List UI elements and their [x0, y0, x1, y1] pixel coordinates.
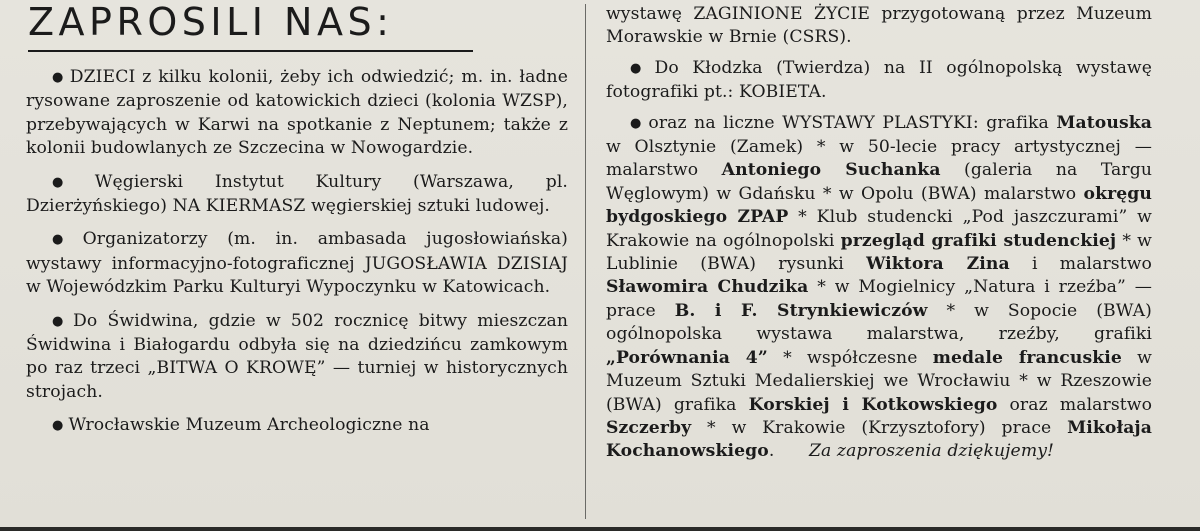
bullet-icon: ● [52, 418, 64, 434]
text-run: * w Sopocie (BWA) ogólnopolska wystawa malarstwa, rzeźby, grafiki [606, 300, 1152, 345]
text-run: Do Kłodzka (Twierdza) na II ogólnopolską wystawę fotografiki pt.: KOBIETA. [606, 57, 1153, 103]
text-run: oraz na liczne WYSTAWY PLASTYKI: grafika [648, 112, 1057, 133]
closing-thanks: Za zaproszenia dziękujemy! [808, 441, 1055, 462]
text-run: Szczerby [606, 417, 692, 438]
text-run: okręgu bydgoskiego ZPAP [606, 183, 1152, 228]
notice-paragraph [606, 3, 1152, 50]
text-run: „Porównania 4” [606, 347, 768, 368]
text-run: * w Mogielnicy „Natura i rzeźba” — prace [606, 277, 1153, 321]
notice-paragraph [26, 66, 568, 161]
text-run: Mikołaja Kochanowskiego [606, 417, 1152, 462]
text-run: Antoniego Suchanka [721, 160, 941, 181]
notice-paragraph [606, 57, 1152, 105]
text-run: Matouska [1056, 112, 1152, 133]
page-title: ZAPROSILI NAS: [28, 2, 473, 52]
text-run: Wiktora Zina [866, 254, 1010, 275]
bullet-icon: ● [52, 174, 90, 190]
text-run: (galeria na Targu Węglowym) w Gdańsku * w Opolu (BWA) malarstwo [606, 160, 1152, 204]
text-run: Organizatorzy (m. in. ambasada jugosłowiańska) wystawy informacyjno-fotograficznej JUGOSŁAWIA DZISIAJ w Wojewódzkim Parku Kulturyi Wypoczynku w Katowicach. [26, 229, 568, 298]
text-run: B. i F. Strynkiewiczów [674, 300, 928, 321]
text-run: * w Krakowie (Krzysztofory) prace [691, 417, 1068, 438]
notice-paragraph [26, 414, 568, 438]
text-run: i malarstwo [1009, 254, 1152, 275]
text-run: w Muzeum Sztuki Medalierskiej we Wrocławiu * w Rzeszowie (BWA) grafika [606, 347, 1152, 415]
text-run: * współczesne [767, 347, 933, 368]
text-run: w Olsztynie (Zamek) * w 50-lecie pracy artystycznej — malarstwo [606, 137, 1152, 181]
text-run: wystawę ZAGINIONE ŻYCIE przygotowaną przez Muzeum Morawskie w Brnie (CSRS). [606, 4, 1152, 48]
text-run: przegląd grafiki studenckiej [840, 230, 1117, 251]
text-run: DZIECI z kilku kolonii, żeby ich odwiedzić; m. in. ładne rysowane zaproszenie od katowickich dzieci (kolonia WZSP), przebywających w Karwi na spotkanie z Neptunem; także z kolonii budowlanych ze Szczecina w Nowogardzie. [26, 67, 568, 159]
text-run: * w Lublinie (BWA) rysunki [606, 230, 1152, 275]
text-run: Korskiej i Kotkowskiego [748, 394, 998, 415]
text-run: Sławomira Chudzika [606, 277, 809, 298]
right-paragraphs [606, 3, 1152, 464]
left-paragraphs [26, 66, 568, 439]
bullet-icon: ● [630, 60, 650, 76]
bottom-rule [0, 527, 1200, 531]
notice-paragraph [606, 112, 1152, 464]
notice-paragraph [26, 228, 568, 299]
text-run: Do Świdwina, gdzie w 502 rocznicę bitwy mieszczan Świdwina i Białogardu odbyła się na dziedzińcu zamkowym po raz trzeci „BITWA O KROWĘ” — turniej w historycznych strojach. [26, 310, 568, 402]
bullet-icon: ● [52, 313, 69, 329]
bullet-icon: ● [52, 70, 65, 85]
text-run: . [768, 441, 775, 462]
text-run: medale francuskie [932, 347, 1122, 368]
bullet-icon: ● [630, 115, 644, 131]
notice-paragraph [26, 171, 568, 219]
right-column [606, 0, 1152, 464]
column-divider [585, 4, 586, 519]
bullet-icon: ● [52, 232, 78, 248]
text-run: Wrocławskie Muzeum Archeologiczne na [68, 415, 430, 436]
notice-paragraph [26, 310, 568, 405]
left-column [26, 0, 568, 439]
text-run: Węgierski Instytut Kultury (Warszawa, pl. Dzierżyńskiego) NA KIERMASZ węgierskiej sztuki ludowej. [26, 171, 568, 217]
text-run: * Klub studencki „Pod jaszczurami” w Krakowie na ogólnopolski [606, 207, 1152, 251]
text-run: oraz malarstwo [997, 394, 1153, 415]
